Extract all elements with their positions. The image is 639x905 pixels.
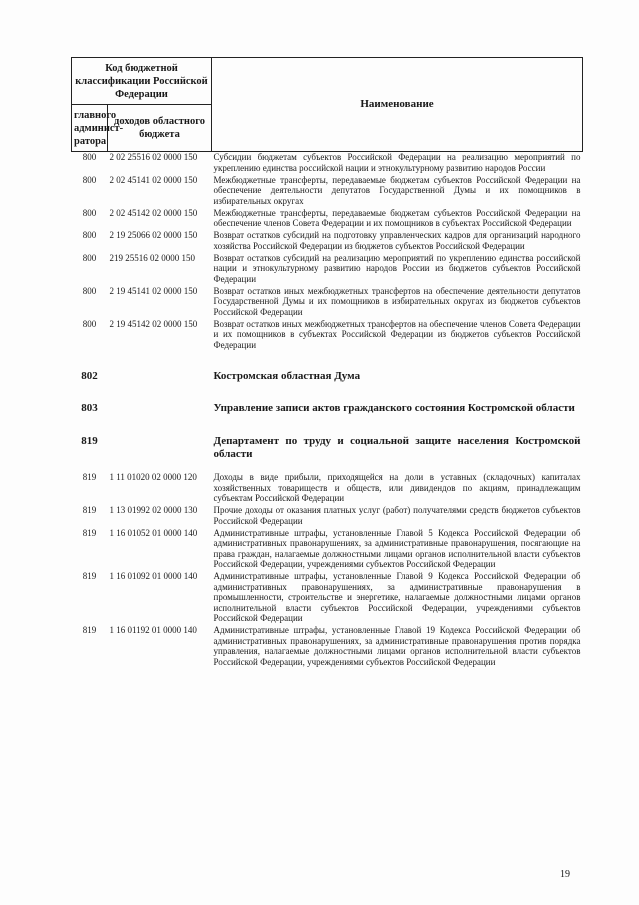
spacer-row	[72, 417, 583, 435]
admin-code: 800	[82, 207, 97, 218]
empty-code-cell	[108, 370, 212, 385]
revenue-code: 2 19 45141 02 0000 150	[109, 285, 198, 296]
admin-code: 800	[82, 230, 97, 240]
revenue-description: Административные штрафы, установленные Главой 5 Кодекса Российской Федерации об административных правонарушениях, за административные правонарушения, посягающие на права граждан, налагаемые должностными лицами органов исполнительной власти субъектов Российской Федерации, учреждениями субъектов Российской Федерации	[213, 527, 581, 569]
revenue-code: 1 11 01020 02 0000 120	[109, 472, 197, 482]
department-name: Управление записи актов гражданского состояния Костромской области	[213, 402, 575, 414]
revenue-code: 1 16 01052 01 0000 140	[109, 527, 198, 538]
revenue-description: Межбюджетные трансферты, передаваемые бюджетам субъектов Российской Федерации на обеспечение членов Совета Федерации и их помощников в субъектах Российской Федерации	[213, 207, 581, 228]
spacer-row	[72, 462, 583, 472]
department-admin-code: 803	[81, 402, 98, 414]
spacer-row	[72, 352, 583, 370]
revenue-code: 2 02 45141 02 0000 150	[109, 174, 198, 185]
table-row	[72, 230, 583, 253]
table-row	[72, 528, 583, 572]
revenue-code-column-header: доходов областного бюджета	[108, 105, 212, 152]
admin-code: 800	[82, 152, 97, 162]
revenue-code: 219 25516 02 0000 150	[109, 252, 195, 263]
department-admin-code: 802	[81, 369, 98, 382]
budget-classification-table	[71, 57, 583, 669]
department-row	[72, 435, 583, 463]
department-admin-code: 819	[81, 434, 98, 447]
revenue-description: Возврат остатков иных межбюджетных трансфертов на обеспечение деятельности депутатов Государственной Думы и их помощников в избирательных округах из бюджетов субъектов Российской Федерации	[213, 285, 581, 317]
revenue-description: Субсидии бюджетам субъектов Российской Федерации на реализацию мероприятий по укреплению единства российской нации и этнокультурному развитию народов России	[213, 152, 581, 173]
revenue-description: Административные штрафы, установленные Главой 19 Кодекса Российской Федерации об административных правонарушениях, за административные правонарушения против порядка управления, налагаемые должностными лицами органов исполнительной власти субъектов Российской Федерации, учреждениями субъектов Российской Федерации	[213, 625, 581, 667]
revenue-description: Прочие доходы от оказания платных услуг (работ) получателями средств бюджетов субъектов Российской Федерации	[213, 505, 581, 526]
revenue-code: 1 16 01092 01 0000 140	[109, 571, 198, 581]
table-row	[72, 319, 583, 352]
revenue-code: 1 13 01992 02 0000 130	[109, 505, 198, 515]
admin-code: 819	[82, 625, 97, 635]
classification-group-header: Код бюджетной классификации Российской Федерации	[72, 58, 212, 105]
name-column-header: Наименование	[212, 58, 583, 152]
department-row	[72, 370, 583, 385]
revenue-code: 1 16 01192 01 0000 140	[109, 625, 197, 635]
department-name: Костромская областная Дума	[213, 369, 361, 382]
revenue-description: Возврат остатков субсидий на подготовку управленческих кадров для организаций народного хозяйства Российской Федерации из бюджетов субъектов Российской Федерации	[213, 230, 581, 251]
table-row	[72, 472, 583, 505]
table-row	[72, 505, 583, 528]
revenue-description: Доходы в виде прибыли, приходящейся на доли в уставных (складочных) капиталах хозяйственных товариществ и обществ, или дивидендов по акциям, принадлежащим субъектам Российской Федерации	[213, 472, 581, 503]
revenue-description: Возврат остатков иных межбюджетных трансфертов на обеспечение членов Совета Федерации и их помощников в субъектах Российской Федерации из бюджетов субъектов Российской Федерации	[213, 318, 581, 350]
admin-code: 800	[82, 252, 97, 263]
department-name: Департамент по труду и социальной защите населения Костромской области	[213, 434, 581, 460]
admin-code: 800	[82, 318, 97, 329]
revenue-code: 2 19 45142 02 0000 150	[109, 318, 198, 329]
empty-code-cell	[108, 435, 212, 463]
admin-code: 800	[82, 174, 97, 185]
empty-code-cell	[108, 402, 212, 417]
admin-code: 819	[82, 505, 97, 515]
table-row	[72, 571, 583, 625]
admin-code: 819	[82, 527, 97, 538]
spacer-row	[72, 384, 583, 402]
revenue-code: 2 02 45142 02 0000 150	[109, 207, 198, 218]
revenue-description: Административные штрафы, установленные Главой 9 Кодекса Российской Федерации об административных правонарушениях, за административные правонарушения в промышленности, строительстве и энергетике, налагаемые должностными лицами органов исполнительной власти субъектов Российской Федерации, учреждениями субъектов Российской Федерации	[213, 571, 581, 623]
revenue-description: Возврат остатков субсидий на реализацию мероприятий по укреплению единства российской нации и этнокультурному развитию народов России из бюджетов субъектов Российской Федерации	[213, 252, 581, 284]
table-row	[72, 253, 583, 286]
table-row	[72, 152, 583, 175]
table-row	[72, 175, 583, 208]
revenue-description: Межбюджетные трансферты, передаваемые бюджетам субъектов Российской Федерации на обеспечение деятельности депутатов Государственной Думы и их помощников в избирательных округах	[213, 174, 581, 206]
page-number: 19	[560, 869, 570, 880]
admin-column-header: главного админист-ратора	[72, 105, 108, 152]
revenue-code: 2 02 25516 02 0000 150	[109, 152, 198, 162]
admin-code: 800	[82, 285, 97, 296]
revenue-code: 2 19 25066 02 0000 150	[109, 230, 198, 240]
table-row	[72, 286, 583, 319]
admin-code: 819	[82, 472, 97, 482]
admin-code: 819	[82, 571, 97, 581]
department-row	[72, 402, 583, 417]
table-row	[72, 208, 583, 231]
table-row	[72, 625, 583, 669]
